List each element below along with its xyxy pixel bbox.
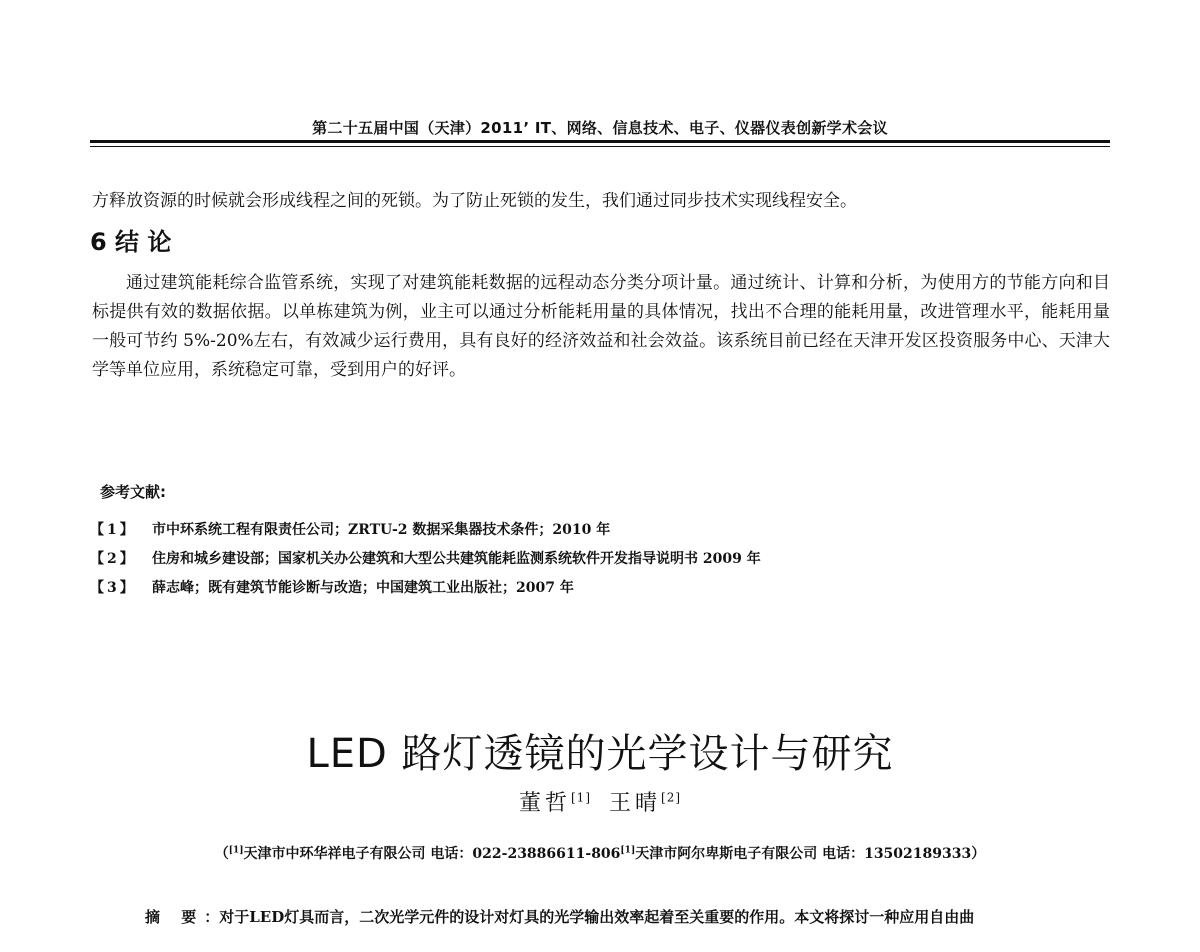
affiliation-close-paren: ） [971,846,986,862]
reference-text: 住房和城乡建设部；国家机关办公建筑和大型公共建筑能耗监测系统软件开发指导说明书 2009 年 [152,550,761,567]
reference-text: 薛志峰；既有建筑节能诊断与改造；中国建筑工业出版社；2007 年 [152,579,574,596]
abstract-label: 摘 要 [145,908,205,926]
continued-paragraph: 方释放资源的时候就会形成线程之间的死锁。为了防止死锁的发生，我们通过同步技术实现线程安全。 [92,191,857,211]
references-heading: 参考文献: [100,483,166,501]
affiliation-mark: [1] [228,845,244,856]
header-rule-thin [90,146,1110,147]
reference-number: 【2】 [90,550,137,567]
author-name: 王晴 [609,791,662,816]
running-header: 第二十五届中国（天津）2011’ IT、网络、信息技术、电子、仪器仪表创新学术会议 [312,119,888,137]
paper-title: LED 路灯透镜的光学设计与研究 [306,731,894,777]
affiliation-mark: [1] [620,845,636,856]
reference-item-2 [90,543,1110,572]
author-affiliation-mark: [2] [661,790,682,805]
reference-text: 市中环系统工程有限责任公司；ZRTU-2 数据采集器技术条件；2010 年 [152,521,611,538]
abstract-text: ：对于LED灯具而言，二次光学元件的设计对灯具的光学输出效率起着至关重要的作用。本文将探讨一种应用自由曲 [204,908,975,926]
section-heading: 6 结 论 [90,228,172,256]
header-rule-thick [90,140,1110,143]
author-name: 董哲 [518,791,571,816]
affiliation-open-paren: （ [214,846,229,862]
reference-item-1 [90,514,1110,543]
affiliation-text: 天津市中环华祥电子有限公司 电话：022-23886611-806 [243,846,621,862]
conclusion-paragraph: 通过建筑能耗综合监管系统，实现了对建筑能耗数据的远程动态分类分项计量。通过统计、计算和分析，为使用方的节能方向和目标提供有效的数据依据。以单栋建筑为例，业主可以通过分析能耗用量的具体情况，找出不合理的能耗用量，改进管理水平，能耗用量一般可节约 5%-20%左右，有效减少运行费用，具有良好的经济效益和社会效益。该系统目前已经在天津开发区投资服务中心、天津大学等单位应用，系统稳定可靠，受到用户的好评。 [92,273,1110,380]
abstract [145,906,1145,927]
author-line [0,786,1200,817]
affiliation-text: 天津市阿尔卑斯电子有限公司 电话：13502189333 [635,846,972,862]
reference-list [90,514,1110,601]
reference-number: 【3】 [90,579,137,596]
reference-item-3 [90,572,1110,601]
author-affiliation-mark: [1] [571,790,591,805]
affiliation-line [0,843,1200,863]
reference-number: 【1】 [90,521,137,538]
